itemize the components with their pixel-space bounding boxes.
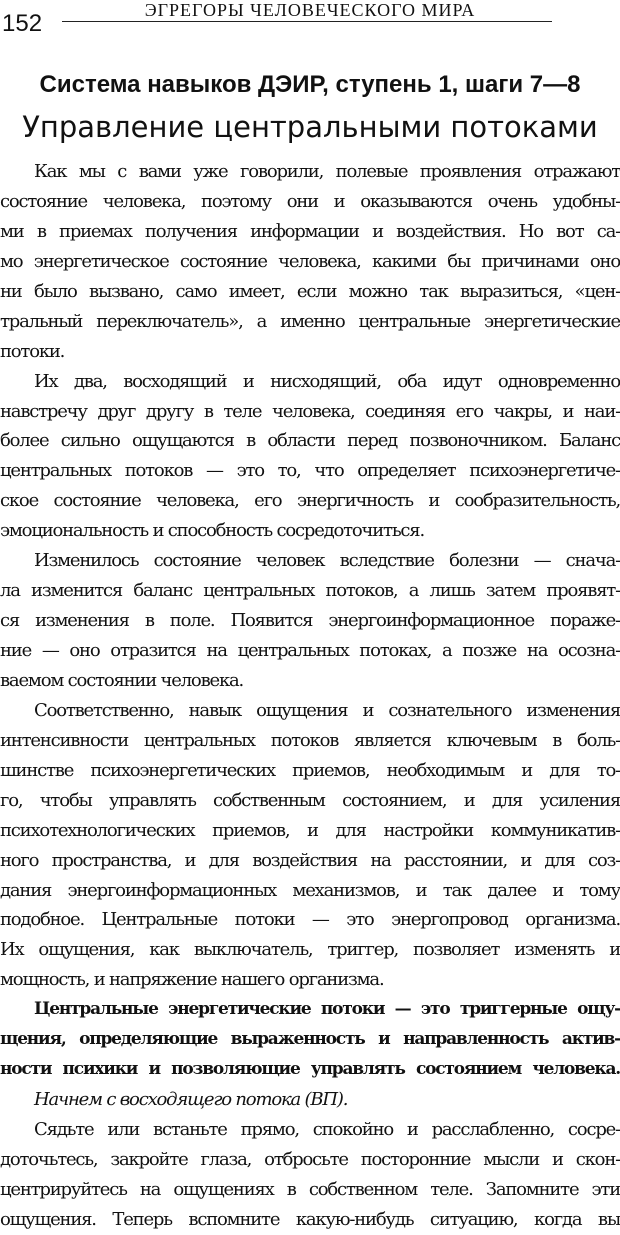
text-line: тральный переключатель», а именно центральные энергетические xyxy=(0,310,620,332)
text-line: ощущения. Теперь вспомните какую-нибудь ситуацию, когда вы xyxy=(0,1208,620,1230)
text-line: ла изменится баланс центральных потоков, а лишь затем проявят- xyxy=(0,580,620,602)
text-line: щения, определяющие выраженность и направленность актив- xyxy=(0,1029,620,1050)
text-line: потоки. xyxy=(0,340,65,362)
text-line: шинстве психоэнергетических приемов, необходимым и для то- xyxy=(0,759,620,781)
text-line: Соответственно, навык ощущения и сознательного изменения xyxy=(34,699,620,721)
text-line: Сядьте или встаньте прямо, спокойно и расслабленно, сосре- xyxy=(34,1119,620,1140)
text-line: Центральные энергетические потоки — это триггерные ощу- xyxy=(34,999,620,1020)
header-rule xyxy=(62,21,552,22)
text-line: мо энергетическое состояние человека, какими бы причинами оно xyxy=(0,250,620,272)
text-line: ское состояние человека, его энергичность и сообразительность, xyxy=(0,490,620,512)
text-line: дания энергоинформационных механизмов, и так далее и тому xyxy=(0,879,620,901)
text-line: Начнем с восходящего потока (ВП). xyxy=(34,1089,348,1111)
text-line: более сильно ощущаются в области перед позвоночником. Баланс xyxy=(0,430,620,452)
text-line: ни было вызвано, само имеет, если можно так выразиться, «цен- xyxy=(0,280,620,302)
text-line: го, чтобы управлять собственным состоянием, и для усиления xyxy=(0,789,620,811)
section-heading: Система навыков ДЭИР, ступень 1, шаги 7—8 xyxy=(39,71,581,98)
text-line: центральных потоков — это то, что определяет психоэнергетиче- xyxy=(0,460,620,482)
text-line: ваемом состоянии человека. xyxy=(0,669,244,691)
text-line: интенсивности центральных потоков является ключевым в боль- xyxy=(0,729,620,751)
page-number: 152 xyxy=(2,10,43,37)
text-line: ми в приемах получения информации и воздействия. Но вот са- xyxy=(0,220,620,242)
running-title: ЭГРЕГОРЫ ЧЕЛОВЕЧЕСКОГО МИРА xyxy=(144,0,476,20)
text-line: Их ощущения, как выключатель, триггер, позволяет изменять и xyxy=(0,939,620,961)
text-line: центрируйтесь на ощущениях в собственном теле. Запомните эти xyxy=(0,1178,620,1200)
text-line: Их два, восходящий и нисходящий, оба идут одновременно xyxy=(34,370,620,392)
text-line: навстречу друг другу в теле человека, соединяя его чакры, и наи- xyxy=(0,400,620,422)
text-line: состояние человека, поэтому они и оказываются очень удобны- xyxy=(0,190,620,212)
text-line: ности психики и позволяющие управлять состоянием человека. xyxy=(0,1059,620,1080)
text-line: ся изменения в поле. Появится энергоинформационное пораже- xyxy=(0,610,620,632)
text-line: Изменилось состояние человек вследствие болезни — снача- xyxy=(34,550,620,572)
section-title: Управление центральными потоками xyxy=(22,110,598,144)
text-line: Как мы с вами уже говорили, полевые проявления отражают xyxy=(34,161,620,182)
text-line: психотехнологических приемов, и для настройки коммуникатив- xyxy=(0,819,620,841)
text-line: доточьтесь, закройте глаза, отбросьте посторонние мысли и скон- xyxy=(0,1148,620,1170)
page-header xyxy=(0,0,620,44)
text-line: эмоциональность и способность сосредоточиться. xyxy=(0,520,424,542)
text-line: подобное. Центральные потоки — это энергопровод организма. xyxy=(0,909,620,931)
text-line: ного пространства, и для воздействия на расстоянии, и для соз- xyxy=(0,849,620,871)
text-line: ние — оно отразится на центральных потоках, а позже на осозна- xyxy=(0,640,620,661)
body-text xyxy=(0,157,620,1235)
text-line: мощность, и напряжение нашего организма. xyxy=(0,969,384,991)
